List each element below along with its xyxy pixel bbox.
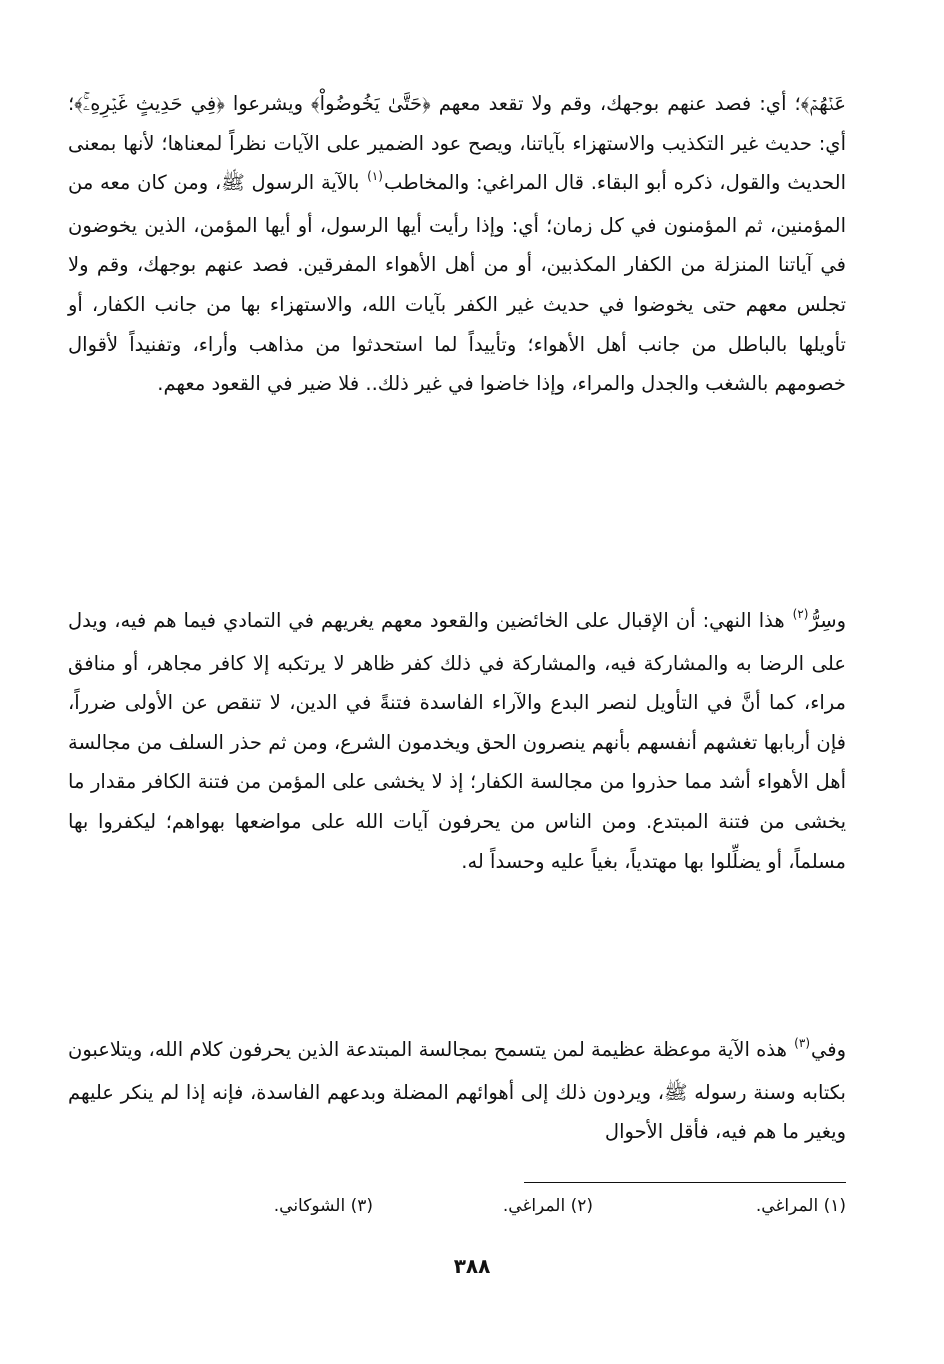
paragraph-2-text-b: هذا النهي: أن الإقبال على الخائضين والقعود معهم يغريهم في التمادي فيما هم فيه، ويدل على الرضا به والمشاركة فيه، والمشاركة في ذلك كفر ظاهر لا يرتكبه إلا كافر مجاهر، أو منافق مراء، كما أنَّ في التأويل لنصر البدع والآراء الفاسدة فتنةً في الدين، لا تنقص عن الأولى ضرراً، فإن أربابها تغشهم أنفسهم بأنهم ينصرون الحق ويخدمون الشرع، ومن ثم حذر السلف من مجالسة أهل الأهواء أشد مما حذروا من مجالسة الكفار؛ إذ لا يخشى على المؤمن من فتنة الكافر مقدار ما يخشى من فتنة المبتدع. ومن الناس من يحرفون آيات الله على مواضعها بهواهم؛ ليكفروا بها مسلماً، أو يضلِّلوا بها مهتدياً، بغياً عليه وحسداً له. xyxy=(68,609,846,873)
paragraph-admonition xyxy=(68,1030,846,1152)
footnote-2: (٢) المراغي. xyxy=(502,1196,593,1216)
paragraph-1-text-b: بالآية الرسول ﷺ، ومن كان معه من المؤمنين، ثم المؤمنون في كل زمان؛ أي: وإذا رأيت أيها الرسول، أو أيها المؤمن، الذين يخوضون في آياتنا المنزلة من الكفار المكذبين، أو من أهل الأهواء المفرقين. فصد عنهم بوجهك، وقم ولا تجلس معهم حتى يخوضوا في حديث غير الكفر بآيات الله، والاستهزاء بها من جانب الكفار، أو تأويلها بالباطل من جانب أهل الأهواء؛ وتأييداً لما استحدثوا من مذاهب وأراء، وتفنيداً لأقوال خصومهم بالشغب والجدل والمراء، وإذا خاضوا في غير ذلك.. فلا ضير في القعود معهم. xyxy=(68,171,846,396)
footnotes xyxy=(180,1196,846,1226)
paragraph-reason-of-prohibition xyxy=(68,601,846,881)
footnote-separator xyxy=(524,1182,846,1183)
paragraph-3-text-a: وفي xyxy=(811,1038,846,1061)
footnote-ref-1: (١) xyxy=(367,169,383,184)
paragraph-1-text-a: عَنۡهُمۡ﴾؛ أي: فصد عنهم بوجهك، وقم ولا تقعد معهم ﴿حَتَّىٰ يَخُوضُواْ﴾ ويشرعوا ﴿فِي حَدِيثٍ غَيۡرِهِۦۚ﴾؛ أي: حديث غير التكذيب والاستهزاء بآياتنا، ويصح عود الضمير على الآيات نظراً لمعناها؛ لأنها بمعنى الحديث والقول، ذكره أبو البقاء. قال المراغي: والمخاطب xyxy=(68,92,846,195)
footnote-3: (٣) الشوكاني. xyxy=(273,1196,373,1216)
paragraph-2-text-a: وسِرُّ xyxy=(809,609,846,632)
paragraph-3-text-b: هذه الآية موعظة عظيمة لمن يتسمح بمجالسة المبتدعة الذين يحرفون كلام الله، ويتلاعبون بكتابه وسنة رسوله ﷺ، ويردون ذلك إلى أهوائهم المضلة وبدعهم الفاسدة، فإنه إذا لم ينكر عليهم ويغير ما هم فيه، فأقل الأحوال xyxy=(68,1038,846,1144)
page-number: ٣٨٨ xyxy=(453,1254,491,1278)
paragraph-quran-commentary xyxy=(68,84,846,404)
footnote-ref-3: (٣) xyxy=(794,1036,810,1050)
footnote-ref-2: (٢) xyxy=(792,607,809,621)
footnote-1: (١) المراغي. xyxy=(755,1196,846,1216)
